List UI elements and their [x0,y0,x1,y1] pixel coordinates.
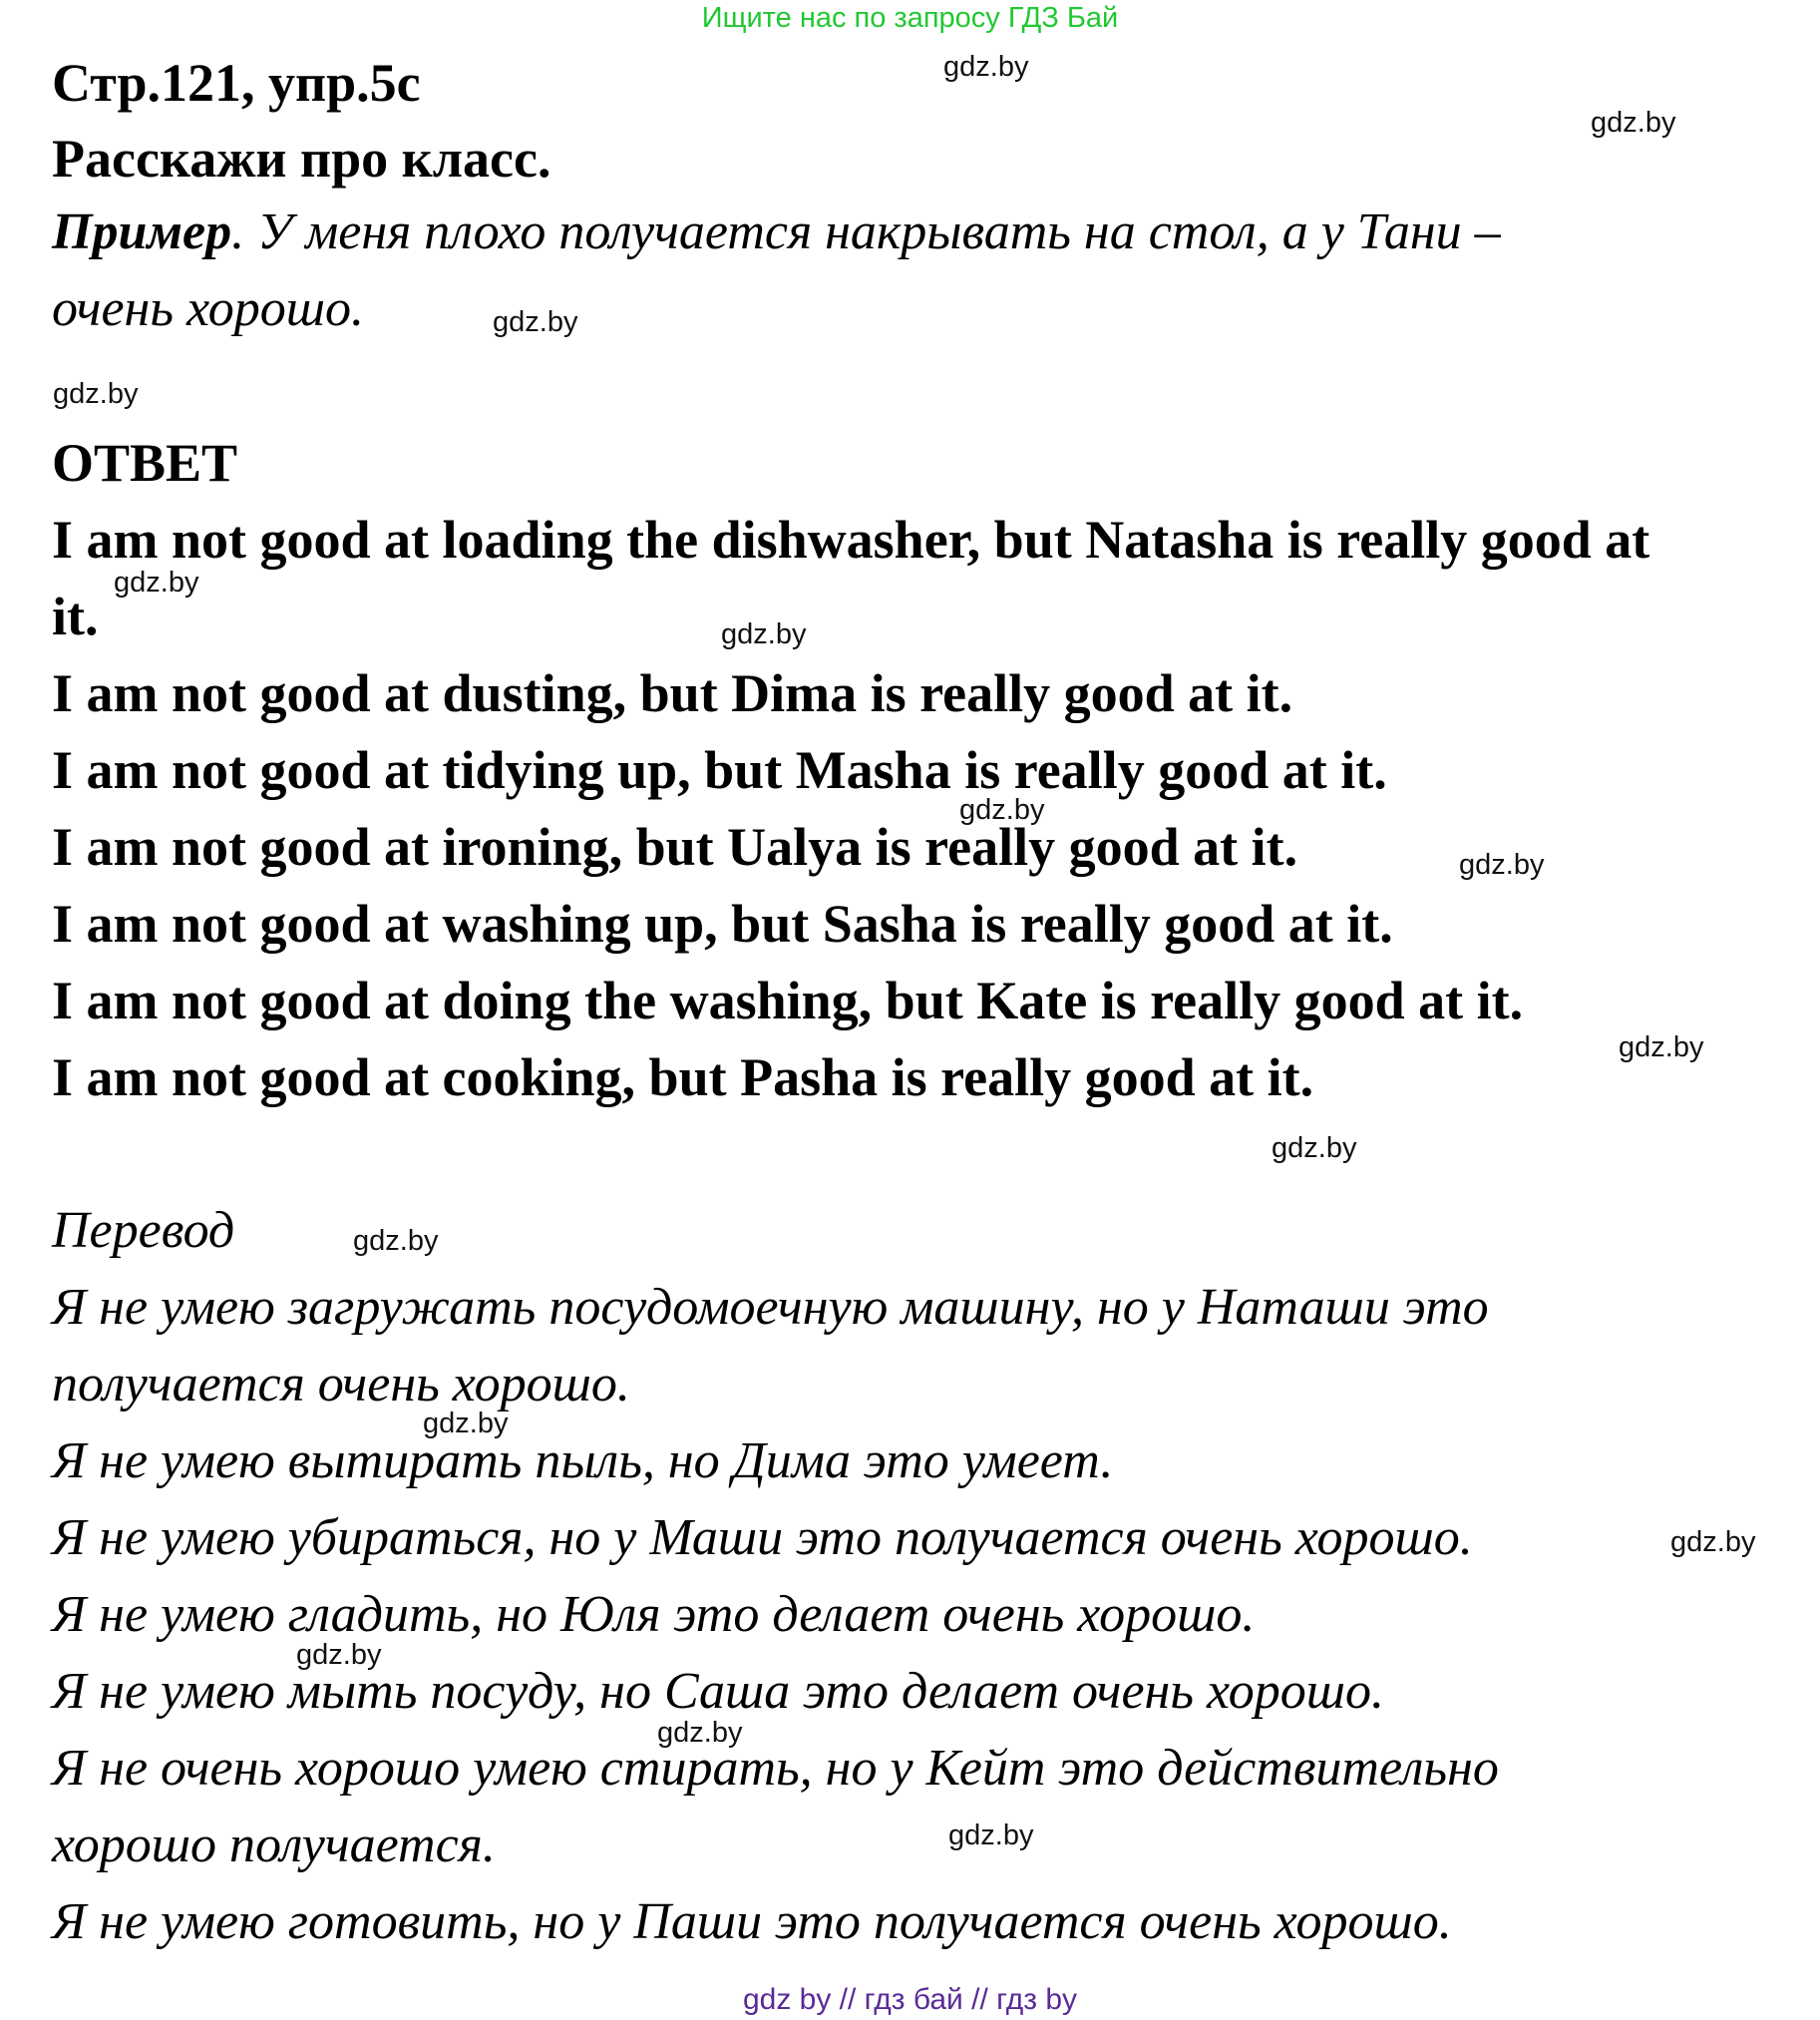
watermark: gdz.by [114,567,199,599]
watermark: gdz.by [353,1225,439,1257]
translation-line: Я не умею вытирать пыль, но Дима это умеет. [52,1432,1114,1489]
answer-line: I am not good at loading the dishwasher, but Natasha is really good at [52,510,1650,570]
watermark: gdz.by [721,618,807,650]
answer-line: I am not good at tidying up, but Masha is really good at it. [52,740,1387,800]
watermark: gdz.by [1272,1132,1357,1164]
watermark: gdz.by [53,378,139,410]
translation-line: Я не умею убираться, но у Маши это получается очень хорошо. [52,1509,1473,1566]
translation-line: Я не умею гладить, но Юля это делает очень хорошо. [52,1586,1256,1643]
watermark: gdz.by [657,1717,743,1749]
footer-links: gdz by // гдз бай // гдз by [742,1983,1078,2016]
translation-line: получается очень хорошо. [52,1356,630,1413]
watermark: gdz.by [1670,1526,1756,1558]
answer-line: I am not good at washing up, but Sasha is really good at it. [52,894,1393,954]
translation-line: Я не умею готовить, но у Паши это получается очень хорошо. [52,1893,1452,1950]
watermark: gdz.by [296,1639,382,1671]
watermark: gdz.by [943,51,1029,83]
watermark: gdz.by [959,794,1045,826]
translation-line: Я не очень хорошо умею стирать, но у Кейт это действительно [52,1740,1499,1797]
watermark: gdz.by [423,1408,509,1439]
answer-line: I am not good at cooking, but Pasha is really good at it. [52,1047,1314,1107]
watermark: gdz.by [493,306,578,338]
example-line-2: очень хорошо. [52,280,365,337]
watermark: gdz.by [1459,849,1545,881]
example-line-1: Пример. У меня плохо получается накрывать на стол, а у Тани – [52,203,1501,260]
answer-line: it. [52,587,99,646]
translation-line: Я не умею мыть посуду, но Саша это делает очень хорошо. [52,1663,1385,1720]
watermark: gdz.by [1591,107,1676,139]
watermark: gdz.by [948,1819,1034,1851]
answer-heading: ОТВЕТ [52,433,238,493]
watermark: gdz.by [1619,1031,1704,1063]
answer-line: I am not good at dusting, but Dima is really good at it. [52,663,1293,723]
translation-heading: Перевод [52,1202,235,1259]
answer-line: I am not good at doing the washing, but Kate is really good at it. [52,971,1524,1030]
answer-line: I am not good at ironing, but Ualya is really good at it. [52,817,1298,877]
page-title: Стр.121, упр.5с [52,53,421,113]
task-heading: Расскажи про класс. [52,129,551,189]
example-label: Пример [52,203,232,260]
translation-line: Я не умею загружать посудомоечную машину, но у Наташи это [52,1279,1489,1336]
search-banner: Ищите нас по запросу ГДЗ Бай [701,2,1119,34]
translation-line: хорошо получается. [52,1817,496,1873]
